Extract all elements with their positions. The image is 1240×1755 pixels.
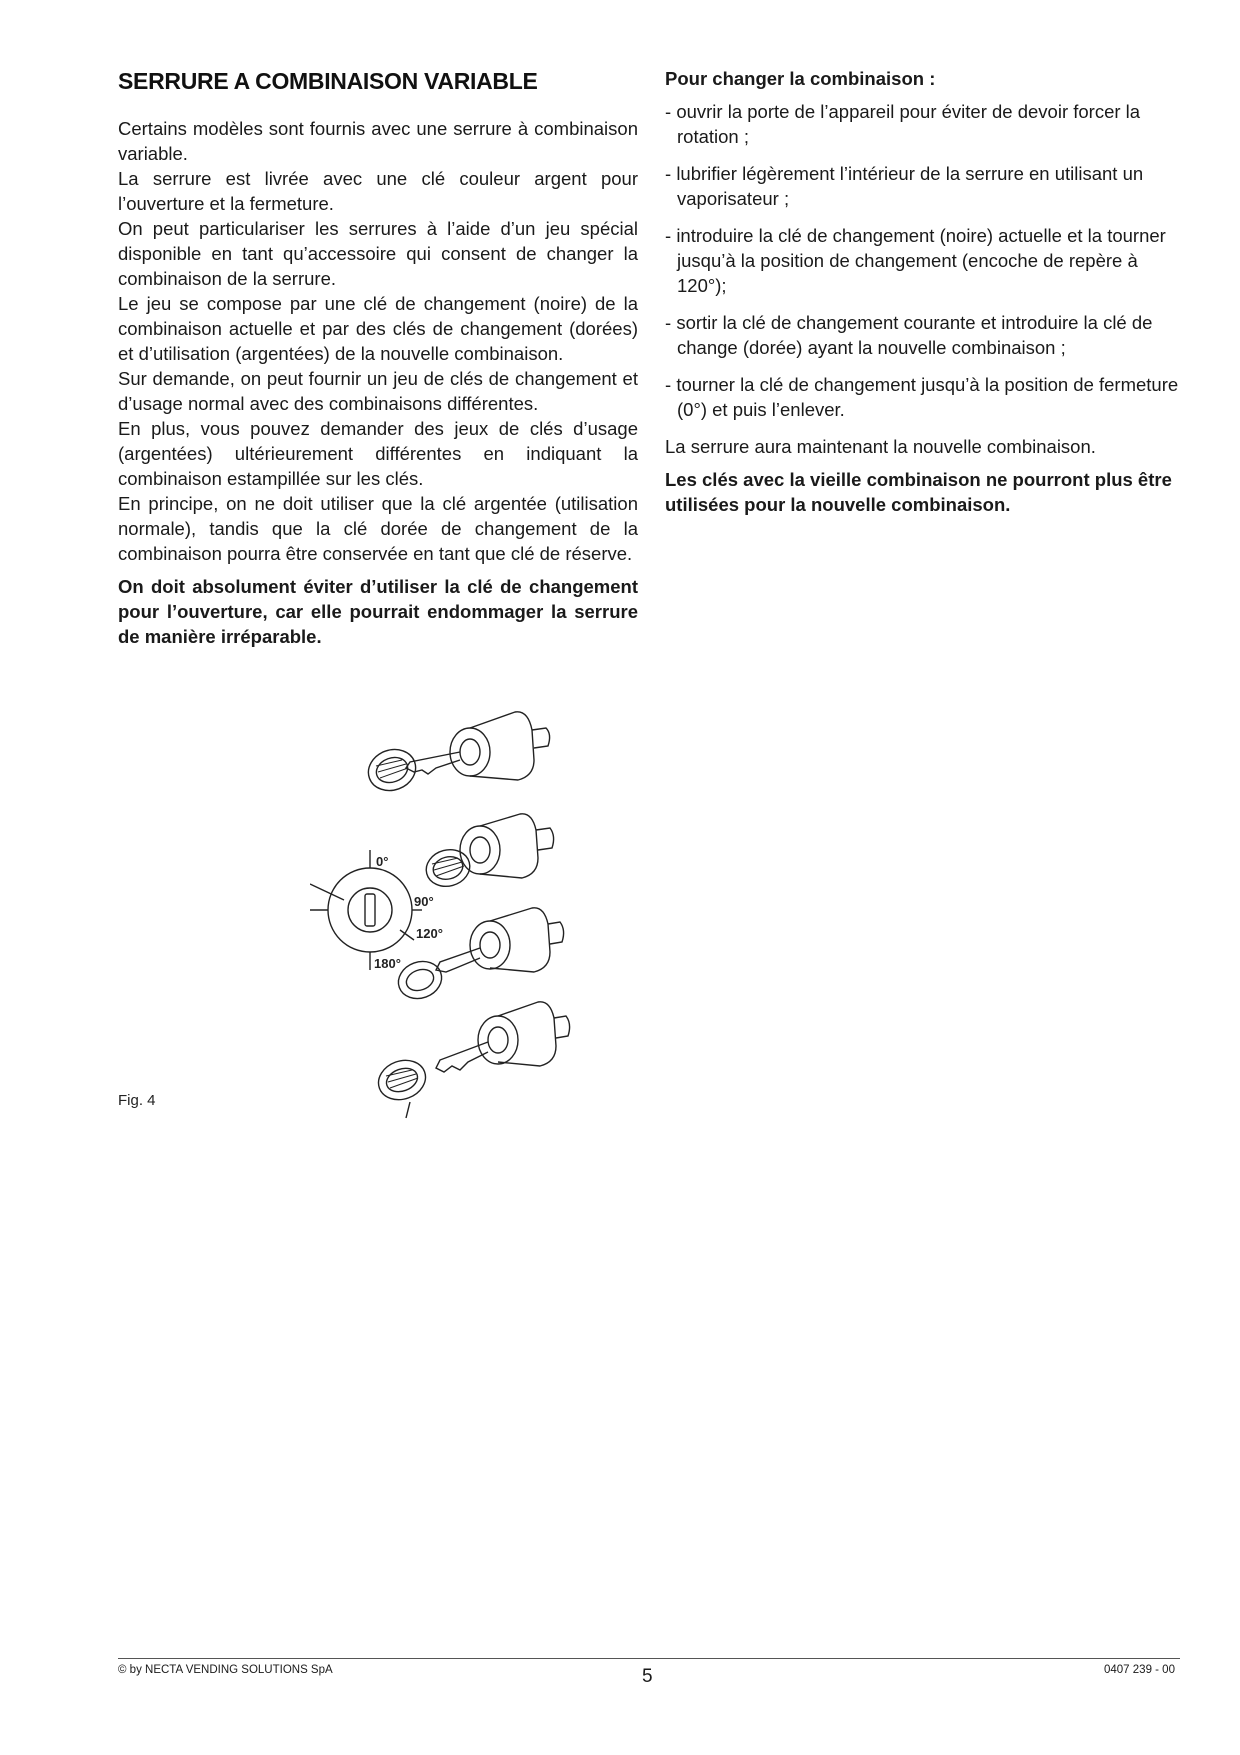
procedure-heading: Pour changer la combinaison : [665, 68, 936, 89]
paragraph: La serrure est livrée avec une clé couleur argent pour l’ouverture et la fermeture. [118, 168, 638, 214]
lock-dial-illustration [310, 850, 422, 970]
lock-keys-figure [310, 690, 610, 1120]
procedure-steps [665, 99, 1185, 422]
page-number: 5 [642, 1666, 653, 1687]
key-head-spare-illustration [373, 1054, 431, 1118]
lock-cylinder-4-illustration [436, 1002, 570, 1072]
lock-cylinder-1-illustration [406, 712, 550, 780]
step-item: - lubrifier légèrement l’intérieur de la serrure en utilisant un vaporisateur ; [665, 161, 1185, 211]
lock-cylinder-3-illustration [436, 908, 564, 972]
footer-copyright: © by NECTA VENDING SOLUTIONS SpA [118, 1664, 333, 1676]
paragraph: En plus, vous pouvez demander des jeux de clés d’usage (argentées) ultérieurement différentes en indiquant la combinaison estampillée sur les clés. [118, 418, 638, 489]
lock-cylinder-2-illustration [460, 814, 554, 878]
step-item: - tourner la clé de changement jusqu’à la position de fermeture (0°) et puis l’enlever. [665, 372, 1185, 422]
figure-caption: Fig. 4 [118, 1092, 156, 1109]
paragraph: Sur demande, on peut fournir un jeu de clés de changement et d’usage normal avec des combinaisons différentes. [118, 368, 638, 414]
left-column [118, 66, 638, 649]
section-title: SERRURE A COMBINAISON VARIABLE [118, 68, 538, 94]
key-head-black-illustration [363, 743, 422, 797]
angle-label: 180° [374, 956, 401, 971]
angle-label: 0° [376, 854, 389, 869]
angle-label: 120° [416, 926, 443, 941]
paragraph: On peut particulariser les serrures à l’aide d’un jeu spécial disponible en tant qu’accessoire qui consent de changer la combinaison de la serrure. [118, 218, 638, 289]
warning-text: On doit absolument éviter d’utiliser la clé de changement pour l’ouverture, car elle pourrait endommager la serrure de manière irréparable. [118, 576, 638, 647]
step-item: - ouvrir la porte de l’appareil pour éviter de devoir forcer la rotation ; [665, 99, 1185, 149]
paragraph: En principe, on ne doit utiliser que la clé argentée (utilisation normale), tandis que la clé dorée de changement de la combinaison pourra être conservée en tant que clé de réserve. [118, 493, 638, 564]
document-number: 0407 239 - 00 [1104, 1664, 1175, 1676]
paragraph: Le jeu se compose par une clé de changement (noire) de la combinaison actuelle et par des clés de changement (dorées) et d’utilisation (argentées) de la nouvelle combinaison. [118, 293, 638, 364]
result-text: La serrure aura maintenant la nouvelle combinaison. [665, 436, 1096, 457]
step-item: - introduire la clé de changement (noire) actuelle et la tourner jusqu’à la position de changement (encoche de repère à 120°); [665, 223, 1185, 298]
step-item: - sortir la clé de changement courante et introduire la clé de change (dorée) ayant la nouvelle combinaison ; [665, 310, 1185, 360]
angle-label: 90° [414, 894, 434, 909]
footer-divider [118, 1658, 1180, 1659]
final-warning: Les clés avec la vieille combinaison ne pourront plus être utilisées pour la nouvelle combinaison. [665, 469, 1172, 515]
paragraph: Certains modèles sont fournis avec une serrure à combinaison variable. [118, 118, 638, 164]
right-column [665, 66, 1185, 517]
